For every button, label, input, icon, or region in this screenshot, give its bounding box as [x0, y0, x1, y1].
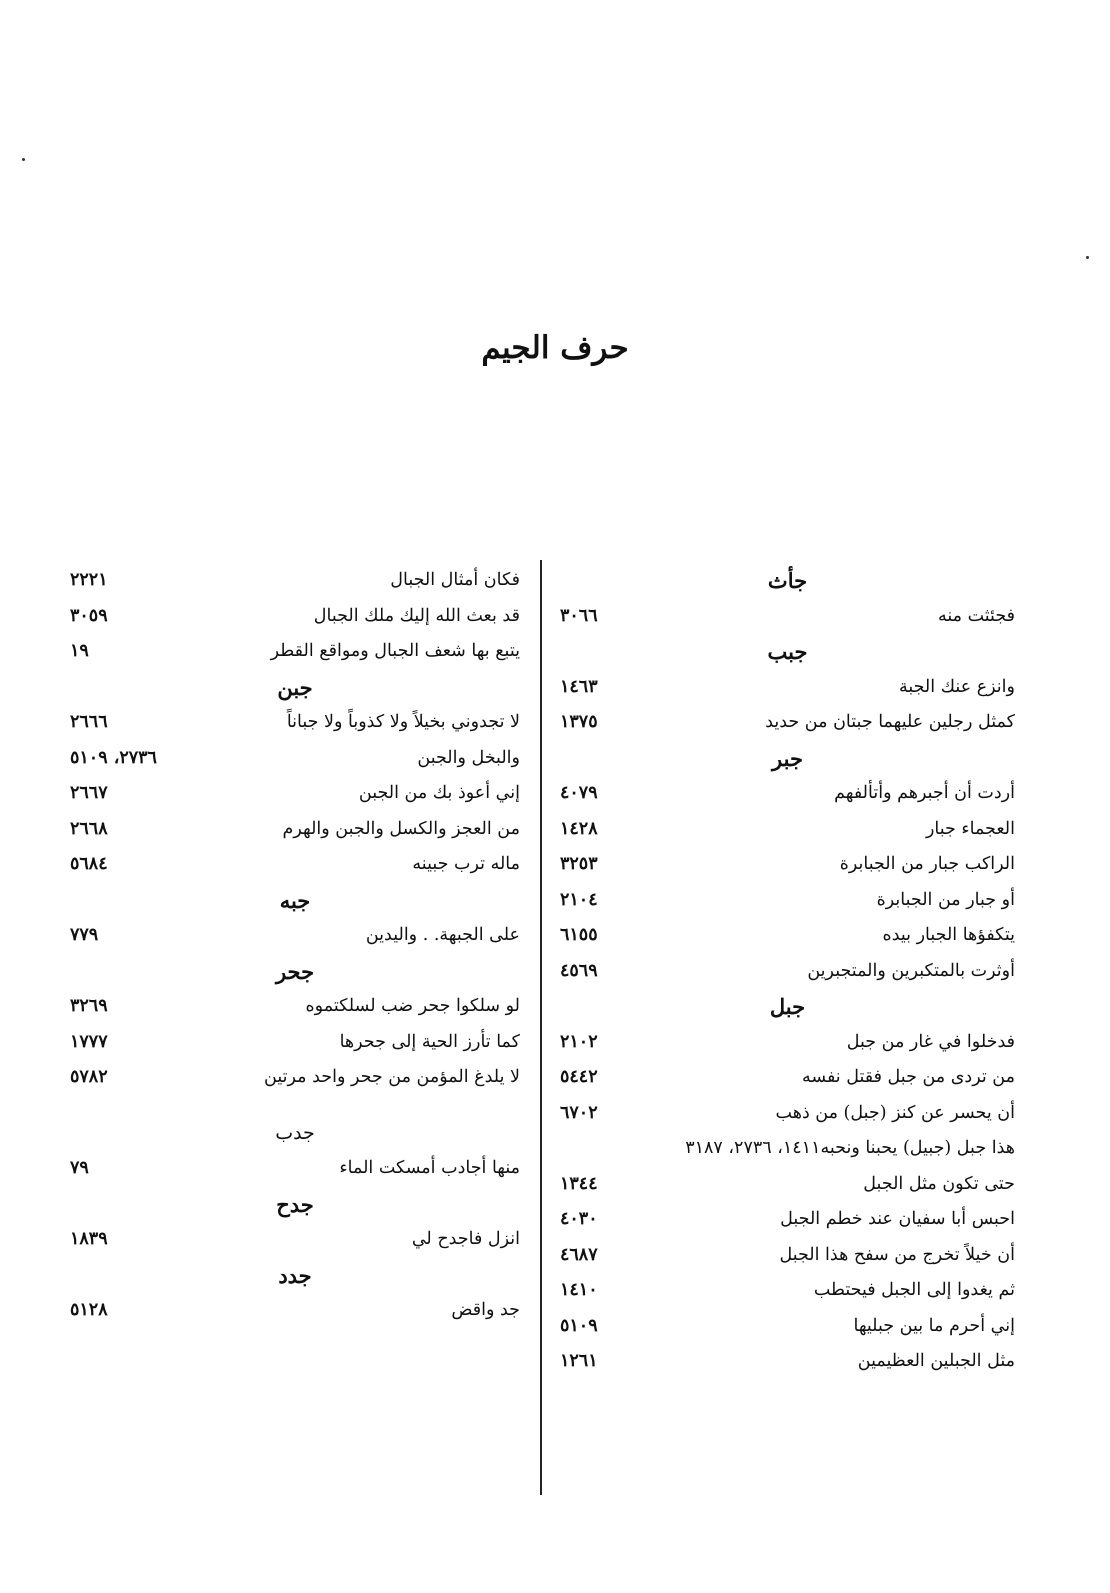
index-entry	[560, 812, 1015, 848]
index-entry	[560, 883, 1015, 919]
entry-text: أو جبار من الجبابرة	[876, 889, 1015, 910]
index-entry	[70, 705, 520, 741]
entry-text: فجئثت منه	[937, 605, 1015, 626]
index-entry	[70, 634, 520, 670]
index-entry	[70, 599, 520, 635]
index-entry	[560, 918, 1015, 954]
entry-text: لو سلكوا جحر ضب لسلكتموه	[305, 996, 520, 1016]
entry-ref: ٥٤٤٢	[560, 1067, 598, 1087]
entry-text: إني أحرم ما بين جبليها	[853, 1315, 1015, 1336]
entry-ref: ١٤٢٨	[560, 818, 598, 839]
entry-text: على الجبهة. . واليدين	[365, 925, 520, 945]
entry-ref: ٥١٢٨	[70, 1300, 108, 1320]
entry-text: مثل الجبلين العظيمين	[857, 1351, 1015, 1371]
root-heading: جبب	[767, 639, 808, 664]
entry-ref: ١٩	[70, 641, 89, 661]
index-column-right	[560, 563, 1015, 1380]
column-divider	[540, 560, 542, 1495]
entry-ref: ٣٢٥٣	[560, 854, 598, 874]
index-entry	[70, 1151, 520, 1187]
entry-text: لا تجدوني بخيلاً ولا كذوباً ولا جباناً	[286, 712, 520, 732]
entry-ref: ٦٧٠٢	[560, 1102, 598, 1123]
index-entry	[560, 1309, 1015, 1345]
entry-text: كما تأرز الحية إلى جحرها	[339, 1031, 520, 1052]
root-heading: جدب	[275, 1121, 315, 1144]
entry-text: أوثرت بالمتكبرين والمتجبرين	[807, 960, 1015, 981]
index-entry	[560, 954, 1015, 990]
scan-speck	[1086, 256, 1089, 259]
entry-ref: ٧٩	[70, 1158, 89, 1178]
entry-ref: ١٨٣٩	[70, 1229, 108, 1249]
entry-text: أن خيلاً تخرج من سفح هذا الجبل	[779, 1244, 1015, 1265]
root-heading: جبل	[769, 994, 806, 1019]
entry-text: لا يلدغ المؤمن من جحر واحد مرتين	[264, 1067, 520, 1087]
entry-ref: ٥٧٨٢	[70, 1067, 108, 1087]
index-column-left	[70, 563, 520, 1329]
entry-text: جد واقض	[451, 1300, 520, 1320]
entry-ref: ١٧٧٧	[70, 1031, 108, 1052]
entry-text: الراكب جبار من الجبابرة	[839, 854, 1015, 874]
entry-text: كمثل رجلين عليهما جبتان من حديد	[765, 712, 1015, 732]
spacer	[70, 1096, 520, 1116]
page-title: حرف الجيم	[481, 330, 629, 366]
root-heading: جأث	[767, 568, 808, 593]
entry-ref: ٦١٥٥	[560, 925, 598, 945]
index-entry	[560, 1025, 1015, 1061]
index-entry	[560, 776, 1015, 812]
entry-ref: ٧٧٩	[70, 925, 99, 945]
entry-text: أردت أن أجبرهم وأتألفهم	[834, 783, 1015, 803]
entry-text: ثم يغدوا إلى الجبل فيحتطب	[813, 1280, 1015, 1300]
index-entry	[70, 1060, 520, 1096]
entry-ref: ٤٠٣٠	[560, 1209, 598, 1229]
index-entry	[560, 847, 1015, 883]
entry-ref: ٣٢٦٩	[70, 996, 108, 1016]
root-heading: جبن	[277, 674, 313, 700]
entry-text: أن يحسر عن كنز (جبل) من ذهب	[775, 1102, 1015, 1123]
entry-text: منها أجادب أمسكت الماء	[339, 1158, 520, 1178]
index-entry	[70, 989, 520, 1025]
entry-ref: ٢٢٢١	[70, 570, 108, 590]
entry-text: يتكفؤها الجبار بيده	[882, 925, 1015, 945]
index-entry	[70, 812, 520, 848]
entry-ref: ٤٥٦٩	[560, 960, 598, 981]
entry-text: من العجز والكسل والجبن والهرم	[282, 818, 520, 839]
entry-text: والبخل والجبن	[417, 747, 520, 768]
root-heading: جبر	[772, 745, 803, 771]
root-heading: جدح	[276, 1191, 314, 1217]
entry-text: من تردى من جبل فقتل نفسه	[801, 1067, 1015, 1087]
index-entry	[560, 599, 1015, 635]
entry-ref: ٢٦٦٦	[70, 712, 108, 732]
entry-ref: ٤٦٨٧	[560, 1244, 598, 1265]
entry-ref: ٢١٠٤	[560, 889, 598, 910]
entry-ref: ٣٠٥٩	[70, 605, 108, 626]
entry-text: هذا جبل (جبيل) يحبنا ونحبه١٤١١، ٢٧٣٦، ٣١٨٧	[685, 1138, 1015, 1158]
entry-ref: ٢٧٣٦، ٥١٠٩	[70, 747, 157, 768]
entry-text: قد بعث الله إليك ملك الجبال	[313, 605, 520, 626]
entry-ref: ١٤٦٣	[560, 676, 598, 697]
index-entry	[560, 1202, 1015, 1238]
entry-text: فدخلوا في غار من جبل	[846, 1031, 1015, 1052]
entry-ref: ٥٦٨٤	[70, 854, 108, 874]
entry-text: فكان أمثال الجبال	[390, 570, 520, 590]
entry-ref: ١٣٤٤	[560, 1173, 598, 1194]
entry-ref: ٢٦٦٨	[70, 818, 108, 839]
index-entry	[70, 741, 520, 777]
entry-ref: ١٢٦١	[560, 1351, 598, 1371]
index-entry	[560, 705, 1015, 741]
index-entry	[560, 1273, 1015, 1309]
entry-text: حتى تكون مثل الجبل	[863, 1173, 1015, 1194]
entry-ref: ٤٠٧٩	[560, 783, 598, 803]
entry-ref: ٣٠٦٦	[560, 605, 598, 626]
entry-text: العجماء جبار	[925, 818, 1015, 839]
index-entry	[70, 776, 520, 812]
entry-ref: ١٣٧٥	[560, 712, 598, 732]
index-entry	[70, 1293, 520, 1329]
entry-ref: ١٤١٠	[560, 1280, 598, 1300]
index-entry	[560, 670, 1015, 706]
index-entry	[70, 563, 520, 599]
entry-text: يتبع بها شعف الجبال ومواقع القطر	[270, 641, 520, 661]
index-entry	[560, 1060, 1015, 1096]
entry-text: ماله ترب جبينه	[412, 854, 520, 874]
scan-speck	[22, 158, 25, 161]
root-heading: جبه	[279, 887, 311, 913]
index-entry	[70, 1222, 520, 1258]
entry-ref: ٢٦٦٧	[70, 783, 108, 803]
index-entry	[70, 1025, 520, 1061]
entry-ref: ٢١٠٢	[560, 1031, 598, 1052]
index-entry	[70, 918, 520, 954]
entry-ref: ٥١٠٩	[560, 1315, 598, 1336]
index-entry	[70, 847, 520, 883]
entry-text: إني أعوذ بك من الجبن	[358, 783, 520, 803]
root-heading: جحر	[275, 958, 315, 984]
entry-text: احبس أبا سفيان عند خطم الجبل	[780, 1209, 1015, 1229]
index-entry	[560, 1238, 1015, 1274]
index-entry	[560, 1096, 1015, 1132]
index-entry	[560, 1167, 1015, 1203]
entry-text: وانزع عنك الجبة	[898, 676, 1015, 697]
entry-text: انزل فاجدح لي	[411, 1229, 520, 1249]
index-entry	[560, 1344, 1015, 1380]
root-heading: جدد	[278, 1262, 312, 1288]
index-entry	[560, 1131, 1015, 1167]
